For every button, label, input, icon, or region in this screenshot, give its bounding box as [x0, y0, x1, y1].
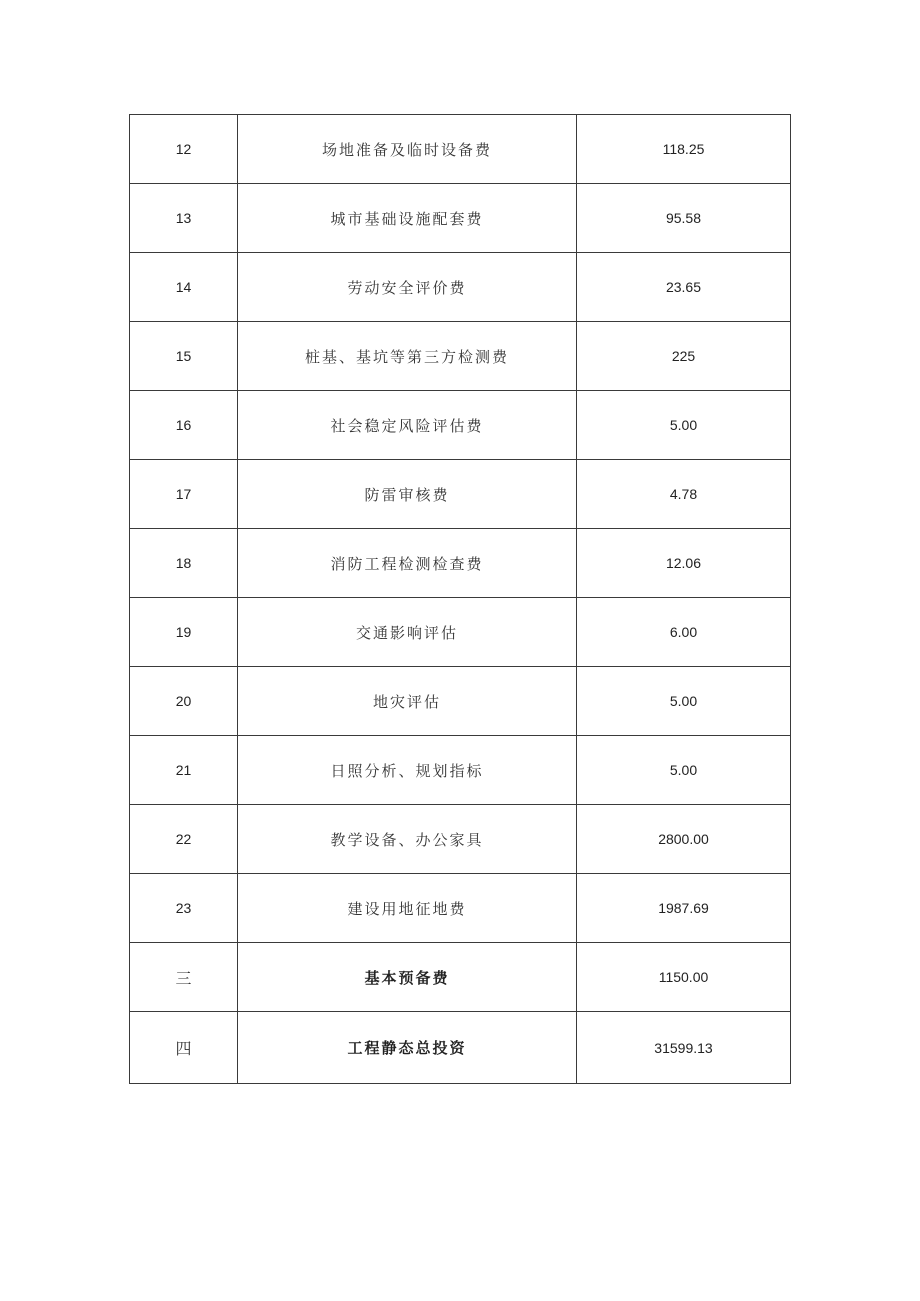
row-index: 18 [130, 529, 238, 598]
row-amount: 23.65 [577, 253, 791, 322]
row-index: 22 [130, 805, 238, 874]
row-amount: 1150.00 [577, 943, 791, 1012]
table-row-total-investment [130, 1012, 791, 1084]
row-amount: 225 [577, 322, 791, 391]
row-item-name: 日照分析、规划指标 [238, 736, 577, 805]
row-amount: 6.00 [577, 598, 791, 667]
row-item-name: 教学设备、办公家具 [238, 805, 577, 874]
row-index: 17 [130, 460, 238, 529]
table-row [130, 874, 791, 943]
row-index: 四 [130, 1012, 238, 1084]
row-item-name: 城市基础设施配套费 [238, 184, 577, 253]
table-row [130, 805, 791, 874]
row-amount: 31599.13 [577, 1012, 791, 1084]
row-item-name: 地灾评估 [238, 667, 577, 736]
row-amount: 5.00 [577, 667, 791, 736]
row-item-name: 桩基、基坑等第三方检测费 [238, 322, 577, 391]
row-index: 12 [130, 115, 238, 184]
row-index: 23 [130, 874, 238, 943]
row-item-name: 建设用地征地费 [238, 874, 577, 943]
row-item-name: 交通影响评估 [238, 598, 577, 667]
table-row [130, 598, 791, 667]
table-row-reserve-fund [130, 943, 791, 1012]
row-index: 19 [130, 598, 238, 667]
row-item-name: 工程静态总投资 [238, 1012, 577, 1084]
row-amount: 4.78 [577, 460, 791, 529]
row-item-name: 防雷审核费 [238, 460, 577, 529]
row-item-name: 消防工程检测检查费 [238, 529, 577, 598]
row-item-name: 场地准备及临时设备费 [238, 115, 577, 184]
row-amount: 12.06 [577, 529, 791, 598]
table-row [130, 184, 791, 253]
row-amount: 5.00 [577, 736, 791, 805]
row-amount: 2800.00 [577, 805, 791, 874]
investment-cost-table [129, 114, 791, 1084]
row-index: 16 [130, 391, 238, 460]
table-row [130, 253, 791, 322]
table-row [130, 667, 791, 736]
row-amount: 1987.69 [577, 874, 791, 943]
row-item-name: 基本预备费 [238, 943, 577, 1012]
table-row [130, 460, 791, 529]
row-index: 15 [130, 322, 238, 391]
row-amount: 95.58 [577, 184, 791, 253]
row-index: 13 [130, 184, 238, 253]
row-item-name: 社会稳定风险评估费 [238, 391, 577, 460]
row-index: 21 [130, 736, 238, 805]
row-index: 20 [130, 667, 238, 736]
row-amount: 5.00 [577, 391, 791, 460]
table-row [130, 391, 791, 460]
table-row [130, 115, 791, 184]
table-row [130, 736, 791, 805]
table-row [130, 529, 791, 598]
row-item-name: 劳动安全评价费 [238, 253, 577, 322]
table-row [130, 322, 791, 391]
row-amount: 118.25 [577, 115, 791, 184]
row-index: 14 [130, 253, 238, 322]
row-index: 三 [130, 943, 238, 1012]
